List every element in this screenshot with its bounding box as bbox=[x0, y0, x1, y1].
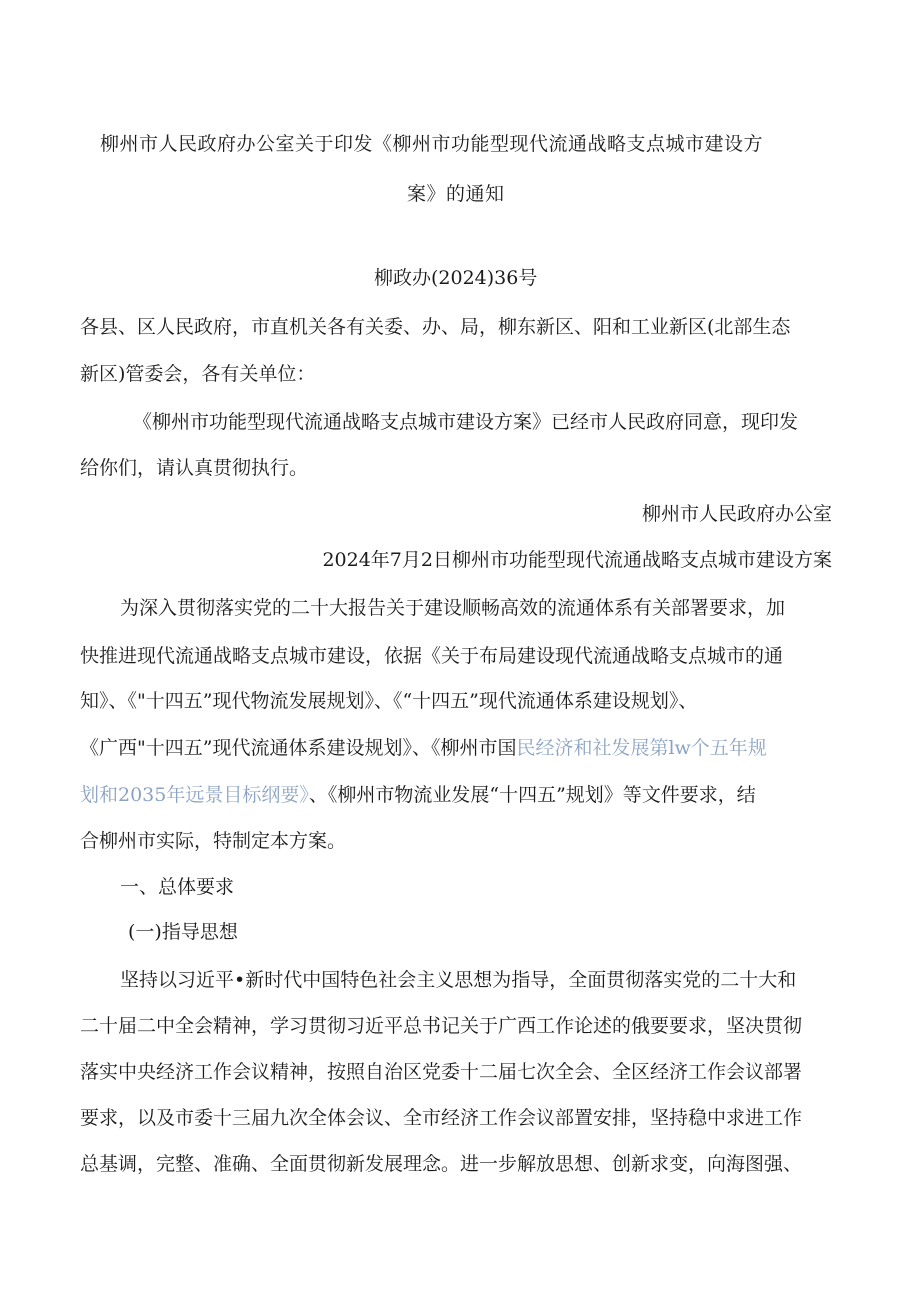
issuer-signature: 柳州市人民政府办公室 bbox=[641, 503, 832, 525]
section-1-heading: 一、总体要求 bbox=[120, 876, 235, 898]
issue-date-and-plan-title: 2024年7月2日柳州市功能型现代流通战略支点城市建设方案 bbox=[322, 549, 832, 571]
document-title-line-1: 柳州市人民政府办公室关于印发《柳州市功能型现代流通战略支点城市建设方 bbox=[100, 133, 764, 155]
guiding-paragraph-line-3: 落实中央经济工作会议精神，按照自治区党委十二届七次全会、全区经济工作会议部署 bbox=[80, 1061, 803, 1083]
document-title-line-2: 案》的通知 bbox=[407, 183, 505, 205]
intro-paragraph-line-5 bbox=[80, 783, 756, 807]
intro-line-5-link[interactable]: 划和2035年远景目标纲要》 bbox=[80, 784, 309, 806]
notice-body-line-1: 《柳州市功能型现代流通战略支点城市建设方案》已经市人民政府同意，现印发 bbox=[133, 411, 799, 433]
addressee-line-1: 各县、区人民政府，市直机关各有关委、办、局，柳东新区、阳和工业新区(北部生态 bbox=[80, 316, 791, 338]
intro-line-4-text: 《广西"十四五”现代流通体系建设规划》、《柳州市国 bbox=[80, 737, 517, 759]
intro-paragraph-line-2: 快推进现代流通战略支点城市建设，依据《关于布局建设现代流通战略支点城市的通 bbox=[80, 645, 784, 667]
guiding-paragraph-line-2: 二十届二中全会精神，学习贯彻习近平总书记关于广西工作论述的俄要要求，坚决贯彻 bbox=[80, 1015, 803, 1037]
intro-line-4-link[interactable]: 民经济和社发展第lw个五年规 bbox=[516, 737, 767, 759]
subsection-1-heading: (一)指导思想 bbox=[128, 921, 238, 943]
guiding-paragraph-line-1: 坚持以习近平•新时代中国特色社会主义思想为指导，全面贯彻落实党的二十大和 bbox=[120, 969, 797, 991]
document-number: 柳政办(2024)36号 bbox=[374, 267, 538, 289]
notice-body-line-2: 给你们，请认真贯彻执行。 bbox=[80, 457, 309, 479]
intro-paragraph-line-3: 知》、《"十四五”现代物流发展规划》、《“十四五”现代流通体系建设规划》、 bbox=[80, 690, 698, 712]
intro-paragraph-line-4 bbox=[80, 736, 767, 760]
guiding-paragraph-line-5: 总基调，完整、准确、全面贯彻新发展理念。进一步解放思想、创新求变，向海图强、 bbox=[80, 1153, 803, 1175]
addressee-line-2: 新区)管委会，各有关单位： bbox=[80, 363, 316, 385]
intro-line-5-text: 、《柳州市物流业发展“十四五”规划》等文件要求，结 bbox=[308, 784, 756, 806]
guiding-paragraph-line-4: 要求，以及市委十三届九次全体会议、全市经济工作会议部置安排，坚持稳中求进工作 bbox=[80, 1107, 803, 1129]
intro-paragraph-line-1: 为深入贯彻落实党的二十大报告关于建设顺畅高效的流通体系有关部署要求，加 bbox=[120, 597, 786, 619]
intro-paragraph-line-6: 合柳州市实际，特制定本方案。 bbox=[80, 830, 347, 852]
